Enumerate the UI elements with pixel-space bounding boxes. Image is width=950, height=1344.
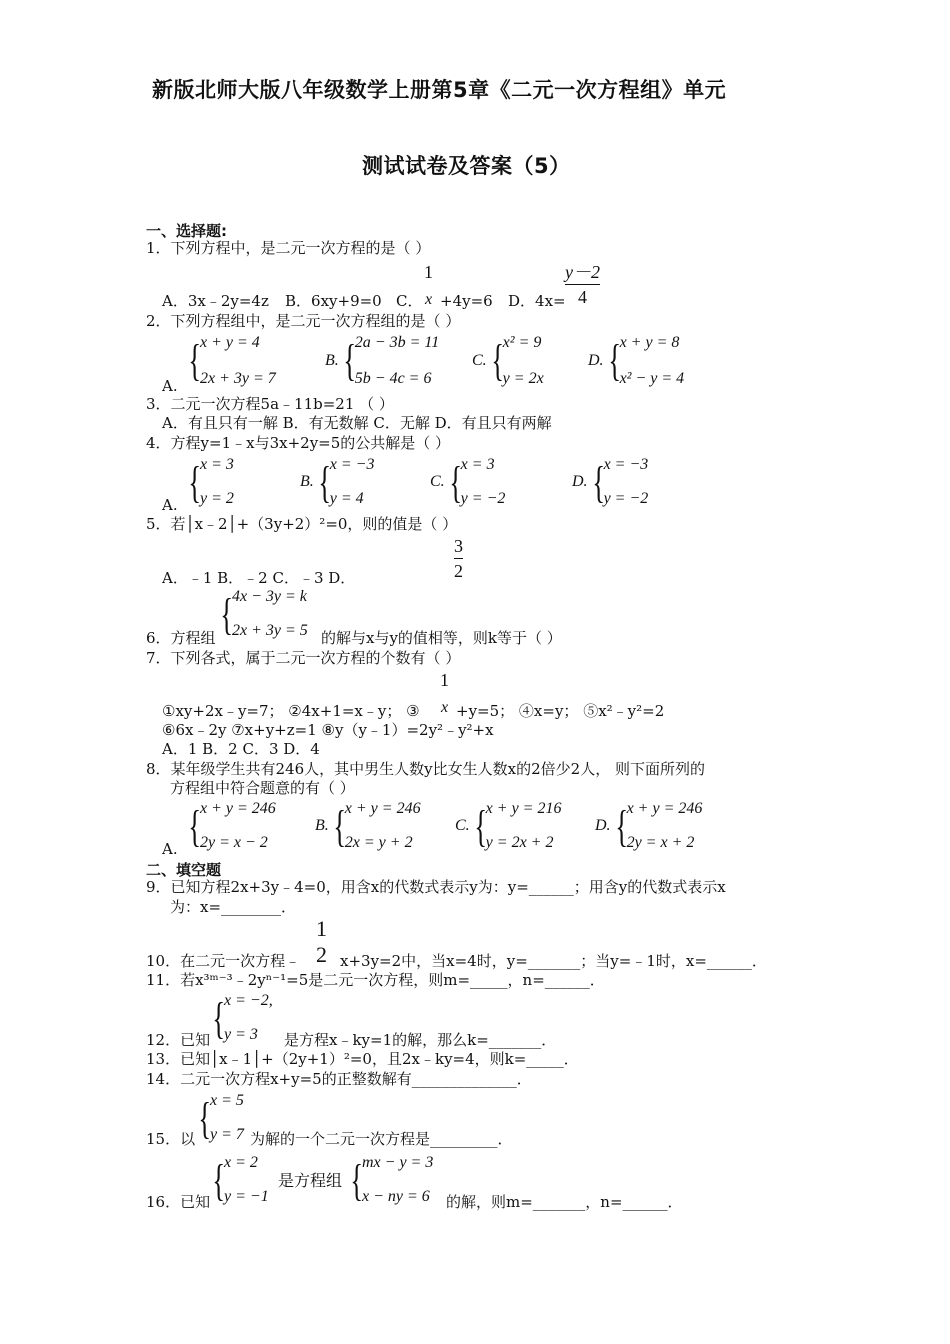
- q7-items-line2: ⑥6x﹣2y ⑦x+y+z=1 ⑧y（y﹣1）=2y²﹣y²+x: [162, 721, 494, 739]
- brace-icon: {: [491, 336, 504, 385]
- frac-num: 1: [440, 670, 449, 690]
- q1-option-b: B．6xy+9=0: [285, 292, 382, 310]
- q13-text: 13．已知│x﹣1│+（2y+1）²=0，且2x﹣ky=4，则k=_____．: [146, 1050, 579, 1068]
- q3-options: A．有且只有一解 B．有无数解 C．无解 D．有且只有两解: [162, 414, 552, 432]
- q8-option-c-system: [455, 800, 561, 852]
- eq-row: y = 7: [210, 1126, 244, 1143]
- q2-option-c-system: [472, 334, 544, 388]
- q7-items-line1a: ①xy+2x﹣y=7； ②4x+1=x﹣y； ③: [162, 702, 420, 720]
- q7-stem: 7．下列各式，属于二元一次方程的个数有（ ）: [146, 649, 461, 667]
- q1-option-c-fraction: [424, 262, 433, 310]
- q7-options: A．1 B．2 C．3 D．4: [162, 740, 320, 758]
- q6-prefix: 6．方程组: [146, 629, 216, 647]
- q8-option-d-system: [595, 800, 702, 852]
- q4-option-a-label: A.: [162, 496, 178, 514]
- eq-row: y = −2: [603, 490, 649, 507]
- q10-suffix: x+3y=2中，当x=4时，y=_______；当y=﹣1时，x=______．: [340, 952, 767, 970]
- eq-row: x = −3: [603, 456, 649, 473]
- q12-suffix: 是方程x﹣ky=1的解，那么k=_______．: [284, 1031, 557, 1049]
- brace-icon: {: [614, 802, 628, 851]
- q7-item3-fraction: [440, 670, 449, 718]
- q16-solution-system: [210, 1154, 269, 1206]
- frac-bar: [454, 558, 463, 559]
- q1-option-c-label: C．: [396, 292, 423, 310]
- q16-equation-system: [348, 1154, 433, 1206]
- q16-prefix: 16．已知: [146, 1193, 211, 1211]
- q8-stem-line2: 方程组中符合题意的有（ ）: [170, 779, 355, 797]
- q6-suffix: 的解与x与y的值相等，则k等于（ ）: [321, 629, 562, 647]
- option-label: D.: [572, 473, 588, 490]
- eq-row: 2x = y + 2: [344, 834, 413, 851]
- section-fill-heading: 二、填空题: [146, 861, 222, 879]
- option-label: D.: [595, 817, 611, 834]
- eq-row: x² − y = 4: [619, 370, 685, 387]
- frac-den: x: [424, 291, 433, 308]
- eq-row: 5b − 4c = 6: [354, 370, 432, 387]
- eq-row: y = 2x: [502, 370, 544, 387]
- option-label: B.: [325, 352, 339, 369]
- section-choice-heading: 一、选择题:: [146, 222, 227, 240]
- eq-row: x − ny = 6: [362, 1188, 430, 1205]
- page-title-line2: 测试试卷及答案（5）: [362, 154, 571, 178]
- q15-system: [196, 1092, 244, 1144]
- frac-den: x: [440, 699, 449, 716]
- q12-prefix: 12．已知: [146, 1031, 211, 1049]
- brace-icon: {: [220, 590, 234, 639]
- frac-num: 3: [454, 536, 463, 556]
- eq-row: x + y = 216: [485, 800, 562, 817]
- eq-row: x = 2: [224, 1154, 258, 1171]
- brace-icon: {: [318, 458, 331, 507]
- eq-row: mx − y = 3: [362, 1154, 434, 1171]
- q12-system: [210, 992, 273, 1044]
- brace-icon: {: [350, 1156, 364, 1205]
- eq-row: x = 3: [200, 456, 234, 473]
- q5-options: A．﹣1 B．﹣2 C．﹣3 D．: [162, 569, 356, 587]
- q8-option-b-system: [315, 800, 421, 852]
- eq-row: 2y = x − 2: [200, 834, 268, 851]
- q4-option-b-system: [300, 456, 374, 508]
- option-label: C.: [455, 817, 470, 834]
- brace-icon: {: [188, 336, 202, 385]
- eq-row: x = −3: [329, 456, 375, 473]
- frac-den: 2: [316, 942, 327, 967]
- eq-row: 2x + 3y = 5: [232, 622, 308, 639]
- option-label: C.: [430, 473, 445, 490]
- q1-option-a: A．3x﹣2y=4z: [162, 292, 269, 310]
- q11-text: 11．若x³ᵐ⁻³﹣2yⁿ⁻¹=5是二元一次方程，则m=_____，n=______．: [146, 971, 605, 989]
- q15-prefix: 15．以: [146, 1130, 196, 1148]
- q4-option-c-system: [430, 456, 505, 508]
- brace-icon: {: [212, 994, 226, 1043]
- q4-option-d-system: [572, 456, 648, 508]
- eq-row: x + y = 246: [626, 800, 703, 817]
- eq-row: x + y = 4: [200, 334, 260, 351]
- q2-option-b-system: [325, 334, 439, 388]
- frac-den: 4: [578, 287, 587, 307]
- eq-row: x² = 9: [502, 334, 542, 351]
- option-label: C.: [472, 352, 487, 369]
- eq-row: y = 2x + 2: [485, 834, 554, 851]
- q9-line2: 为：x=________．: [170, 898, 297, 916]
- eq-row: y = 4: [329, 490, 364, 507]
- eq-row: x = 5: [210, 1092, 244, 1109]
- eq-row: y = −2: [460, 490, 506, 507]
- q8-stem-line1: 8．某年级学生共有246人，其中男生人数y比女生人数x的2倍少2人， 则下面所列的: [146, 760, 705, 778]
- eq-row: x + y = 246: [200, 800, 276, 817]
- eq-row: x = 3: [460, 456, 495, 473]
- option-label: B.: [315, 817, 329, 834]
- brace-icon: {: [449, 458, 462, 507]
- page-title-line1: 新版北师大版八年级数学上册第5章《二元一次方程组》单元: [152, 78, 727, 102]
- brace-icon: {: [188, 458, 202, 507]
- q16-middle: 是方程组: [278, 1171, 343, 1190]
- eq-row: 4x − 3y = k: [232, 588, 307, 605]
- q14-text: 14．二元一次方程x+y=5的正整数解有______________．: [146, 1070, 532, 1088]
- q2-option-a-label: A.: [162, 377, 178, 395]
- option-label: D.: [588, 352, 604, 369]
- q2-option-d-system: [588, 334, 684, 388]
- frac-num: y－2: [565, 262, 600, 282]
- brace-icon: {: [198, 1094, 212, 1143]
- q15-suffix: 为解的一个二元一次方程是_________．: [250, 1130, 513, 1148]
- q2-stem: 2．下列方程组中，是二元一次方程组的是（ ）: [146, 312, 461, 330]
- brace-icon: {: [343, 336, 356, 385]
- q1-stem: 1．下列方程中，是二元一次方程的是（ ）: [146, 239, 431, 257]
- brace-icon: {: [474, 802, 487, 851]
- q1-option-c-rest: +4y=6: [440, 292, 493, 310]
- brace-icon: {: [607, 336, 621, 385]
- q5-stem: 5．若│x﹣2│+（3y+2）²=0，则的值是（ ）: [146, 515, 458, 533]
- q8-option-a-system: [186, 800, 276, 852]
- q3-stem: 3．二元一次方程5a﹣11b=21 （ ）: [146, 395, 394, 413]
- eq-row: y = 3: [224, 1026, 258, 1043]
- eq-row: y = 2: [200, 490, 234, 507]
- q10-prefix: 10．在二元一次方程﹣: [146, 952, 301, 970]
- q5-option-d-fraction: [454, 536, 463, 581]
- option-label: B.: [300, 473, 314, 490]
- eq-row: x + y = 246: [344, 800, 421, 817]
- q1-option-d-fraction: [565, 262, 600, 307]
- frac-num: 1: [424, 262, 433, 282]
- q8-option-a-label: A.: [162, 840, 178, 858]
- eq-row: 2x + 3y = 7: [200, 370, 276, 387]
- frac-den: 2: [454, 561, 463, 581]
- q7-items-line1b: +y=5； ④x=y； ⑤x²﹣y²=2: [456, 702, 665, 720]
- brace-icon: {: [591, 458, 605, 507]
- eq-row: x = −2,: [224, 992, 273, 1009]
- q16-suffix: 的解，则m=_______，n=______．: [446, 1193, 683, 1211]
- eq-row: 2y = x + 2: [626, 834, 695, 851]
- frac-bar: [565, 284, 600, 285]
- q1-option-d-label: D．4x=: [508, 292, 566, 310]
- q4-option-a-system: [186, 456, 234, 508]
- eq-row: x + y = 8: [619, 334, 680, 351]
- eq-row: y = −1: [224, 1188, 269, 1205]
- frac-num: 1: [316, 916, 327, 941]
- q9-line1: 9．已知方程2x+3y﹣4=0，用含x的代数式表示y为：y=______；用含y的代数式表示x: [146, 878, 726, 896]
- brace-icon: {: [333, 802, 346, 851]
- brace-icon: {: [212, 1156, 226, 1205]
- q4-stem: 4．方程y=1﹣x与3x+2y=5的公共解是（ ）: [146, 434, 451, 452]
- eq-row: 2a − 3b = 11: [354, 334, 440, 351]
- q6-system: [218, 588, 308, 640]
- brace-icon: {: [188, 802, 202, 851]
- q10-fraction: [316, 918, 327, 966]
- q2-option-a-system: [186, 334, 276, 388]
